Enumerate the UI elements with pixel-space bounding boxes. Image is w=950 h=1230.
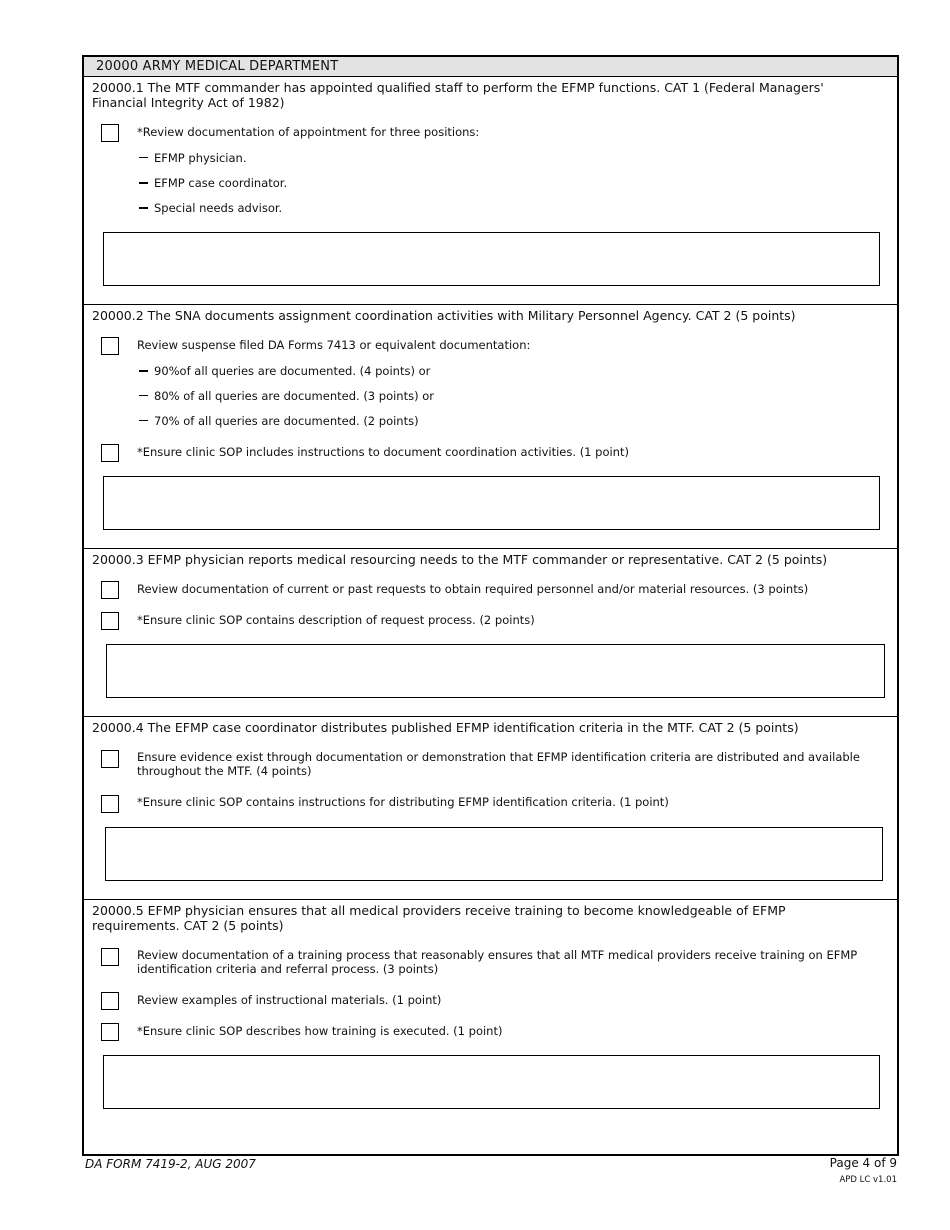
checkbox[interactable]: [101, 750, 119, 768]
page-number: Page 4 of 9: [829, 1156, 897, 1170]
item-text: Review documentation of current or past requests to obtain required personnel and/or material resources. (3 points): [137, 582, 809, 596]
checkbox[interactable]: [101, 337, 119, 355]
header-title: 20000 ARMY MEDICAL DEPARTMENT: [96, 59, 339, 74]
item-text: Review documentation of a training process that reasonably ensures that all MTF medical providers receive training on EFMP identification criteria and referral process. (3 points): [137, 948, 858, 976]
remarks-box[interactable]: [106, 644, 885, 698]
version-label: APD LC v1.01: [839, 1175, 897, 1185]
section-title: 20000.3 EFMP physician reports medical resourcing needs to the MTF commander or representative. CAT 2 (5 points): [92, 552, 828, 567]
checkbox[interactable]: [101, 124, 119, 142]
section-header: [84, 57, 897, 77]
section-20000-4: [84, 717, 897, 900]
section-title: 20000.4 The EFMP case coordinator distributes published EFMP identification criteria in the MTF. CAT 2 (5 points): [92, 720, 799, 735]
checkbox[interactable]: [101, 795, 119, 813]
dash-icon: [139, 182, 148, 184]
section-20000-2: [84, 305, 897, 549]
remarks-box[interactable]: [103, 232, 880, 286]
sub-item: 70% of all queries are documented. (2 points): [139, 414, 419, 428]
item-text: *Review documentation of appointment for three positions:: [137, 125, 480, 139]
item-text: *Ensure clinic SOP includes instructions to document coordination activities. (1 point): [137, 445, 629, 459]
sub-item: EFMP physician.: [139, 151, 246, 165]
checkbox[interactable]: [101, 581, 119, 599]
dash-icon: [139, 370, 148, 372]
remarks-box[interactable]: [103, 476, 880, 530]
item-text: Ensure evidence exist through documentation or demonstration that EFMP identification criteria are distributed and available throughout the MTF. (4 points): [137, 750, 860, 778]
checkbox[interactable]: [101, 948, 119, 966]
section-title: 20000.2 The SNA documents assignment coordination activities with Military Personnel Agency. CAT 2 (5 points): [92, 308, 796, 323]
remarks-box[interactable]: [105, 827, 883, 881]
form-frame: [82, 55, 899, 1156]
checkbox[interactable]: [101, 992, 119, 1010]
sub-item: Special needs advisor.: [139, 201, 282, 215]
dash-icon: [139, 207, 148, 209]
item-text: *Ensure clinic SOP contains description of request process. (2 points): [137, 613, 535, 627]
sub-item: 90%of all queries are documented. (4 points) or: [139, 364, 430, 378]
section-20000-3: [84, 549, 897, 717]
item-text: *Ensure clinic SOP contains instructions for distributing EFMP identification criteria. (1 point): [137, 795, 669, 809]
item-text: Review suspense filed DA Forms 7413 or equivalent documentation:: [137, 338, 531, 352]
item-text: Review examples of instructional materials. (1 point): [137, 993, 442, 1007]
dash-icon: [139, 157, 148, 158]
form-identifier: DA FORM 7419-2, AUG 2007: [85, 1157, 256, 1171]
remarks-box[interactable]: [103, 1055, 880, 1109]
section-title: 20000.1 The MTF commander has appointed qualified staff to perform the EFMP functions. CAT 1 (Federal Managers' Financial Integrity Act of 1982): [92, 80, 824, 110]
checkbox[interactable]: [101, 1023, 119, 1041]
checkbox[interactable]: [101, 612, 119, 630]
sub-item: EFMP case coordinator.: [139, 176, 287, 190]
section-title: 20000.5 EFMP physician ensures that all medical providers receive training to become knowledgeable of EFMP requirements. CAT 2 (5 points): [92, 903, 786, 933]
dash-icon: [139, 420, 148, 421]
sub-item: 80% of all queries are documented. (3 points) or: [139, 389, 434, 403]
item-text: *Ensure clinic SOP describes how training is executed. (1 point): [137, 1024, 503, 1038]
checkbox[interactable]: [101, 444, 119, 462]
section-20000-1: [84, 77, 897, 305]
dash-icon: [139, 395, 148, 396]
section-20000-5: [84, 900, 897, 1152]
